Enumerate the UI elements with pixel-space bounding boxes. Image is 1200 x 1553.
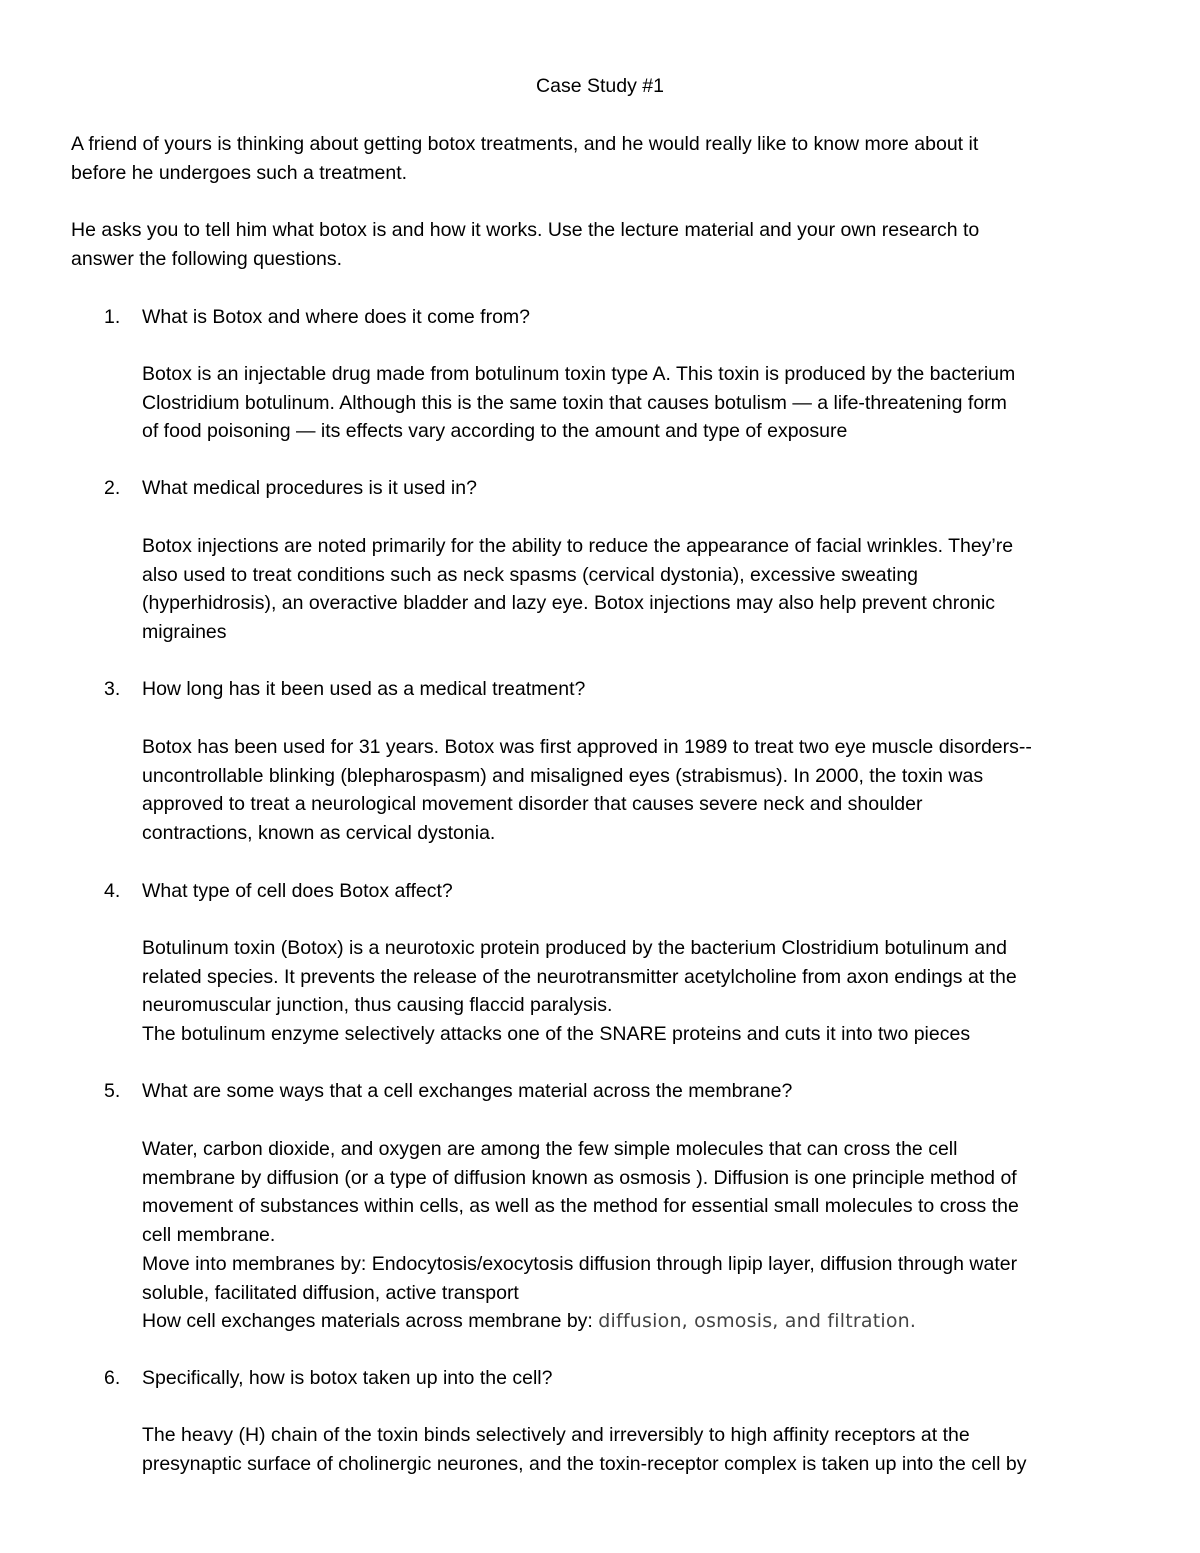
- answer-2: [142, 532, 1142, 647]
- question-number: 4.: [104, 880, 121, 902]
- intro-line: answer the following questions.: [71, 247, 342, 270]
- question-text: What are some ways that a cell exchanges material across the membrane?: [142, 1080, 793, 1102]
- answer-line: Botox has been used for 31 years. Botox was first approved in 1989 to treat two eye muscle disorders--: [142, 736, 1032, 758]
- answer-line: Move into membranes by: Endocytosis/exocytosis diffusion through lipip layer, diffusion through water: [142, 1252, 1018, 1275]
- answer-line: The botulinum enzyme selectively attacks one of the SNARE proteins and cuts it into two pieces: [142, 1023, 971, 1046]
- answer-line-suffix: diffusion, osmosis, and filtration.: [598, 1310, 917, 1333]
- answer-line: uncontrollable blinking (blepharospasm) and misaligned eyes (strabismus). In 2000, the toxin was: [142, 764, 984, 787]
- answer-line: soluble, facilitated diffusion, active transport: [142, 1281, 519, 1304]
- answer-line-mixed: [142, 1307, 1142, 1336]
- intro-line: He asks you to tell him what botox is and how it works. Use the lecture material and your own research to: [71, 219, 980, 241]
- answer-1: [142, 360, 1142, 446]
- answer-line: contractions, known as cervical dystonia.: [142, 822, 496, 845]
- answer-line: Botox is an injectable drug made from botulinum toxin type A. This toxin is produced by the bacterium: [142, 363, 1016, 385]
- answer-6: [142, 1421, 1142, 1478]
- answer-line: movement of substances within cells, as well as the method for essential small molecules to cross the: [142, 1195, 1019, 1218]
- intro-paragraph-2: [71, 216, 1141, 273]
- answer-3: [142, 733, 1142, 848]
- answer-line: neuromuscular junction, thus causing flaccid paralysis.: [142, 994, 613, 1017]
- question-number: 1.: [104, 306, 121, 328]
- intro-line: A friend of yours is thinking about getting botox treatments, and he would really like to know more about it: [71, 133, 979, 155]
- answer-line: The heavy (H) chain of the toxin binds selectively and irreversibly to high affinity receptors at the: [142, 1424, 970, 1446]
- answer-line: Botulinum toxin (Botox) is a neurotoxic protein produced by the bacterium Clostridium botulinum and: [142, 937, 1007, 959]
- answer-line: approved to treat a neurological movement disorder that causes severe neck and shoulder: [142, 793, 923, 816]
- answer-line: Clostridium botulinum. Although this is the same toxin that causes botulism — a life-threatening form: [142, 391, 1007, 414]
- answer-line-prefix: How cell exchanges materials across membrane by:: [142, 1310, 599, 1333]
- answer-line: migraines: [142, 621, 227, 644]
- question-number: 6.: [104, 1367, 121, 1389]
- answer-4: [142, 934, 1142, 1049]
- answer-line: presynaptic surface of cholinergic neurones, and the toxin-receptor complex is taken up into the cell by: [142, 1452, 1027, 1475]
- intro-paragraph-1: [71, 130, 1141, 187]
- question-text: How long has it been used as a medical treatment?: [142, 678, 586, 700]
- answer-5: [142, 1135, 1142, 1336]
- answer-line: Botox injections are noted primarily for the ability to reduce the appearance of facial wrinkles. They’re: [142, 535, 1014, 557]
- answer-line: Water, carbon dioxide, and oxygen are among the few simple molecules that can cross the cell: [142, 1138, 958, 1160]
- question-text: What is Botox and where does it come from?: [142, 306, 531, 328]
- intro-line: before he undergoes such a treatment.: [71, 161, 408, 184]
- question-text: Specifically, how is botox taken up into the cell?: [142, 1367, 553, 1389]
- question-text: What type of cell does Botox affect?: [142, 880, 453, 902]
- answer-line: of food poisoning — its effects vary according to the amount and type of exposure: [142, 420, 848, 443]
- question-number: 5.: [104, 1080, 121, 1102]
- answer-line: also used to treat conditions such as neck spasms (cervical dystonia), excessive sweating: [142, 563, 919, 586]
- answer-line: cell membrane.: [142, 1224, 276, 1247]
- document-title: Case Study #1: [536, 75, 664, 97]
- question-number: 3.: [104, 678, 121, 700]
- answer-line: membrane by diffusion (or a type of diffusion known as osmosis ). Diffusion is one principle method of: [142, 1166, 1017, 1189]
- answer-line: related species. It prevents the release of the neurotransmitter acetylcholine from axon endings at the: [142, 965, 1017, 988]
- question-number: 2.: [104, 477, 121, 499]
- answer-line: (hyperhidrosis), an overactive bladder and lazy eye. Botox injections may also help prevent chronic: [142, 592, 996, 615]
- question-text: What medical procedures is it used in?: [142, 477, 477, 499]
